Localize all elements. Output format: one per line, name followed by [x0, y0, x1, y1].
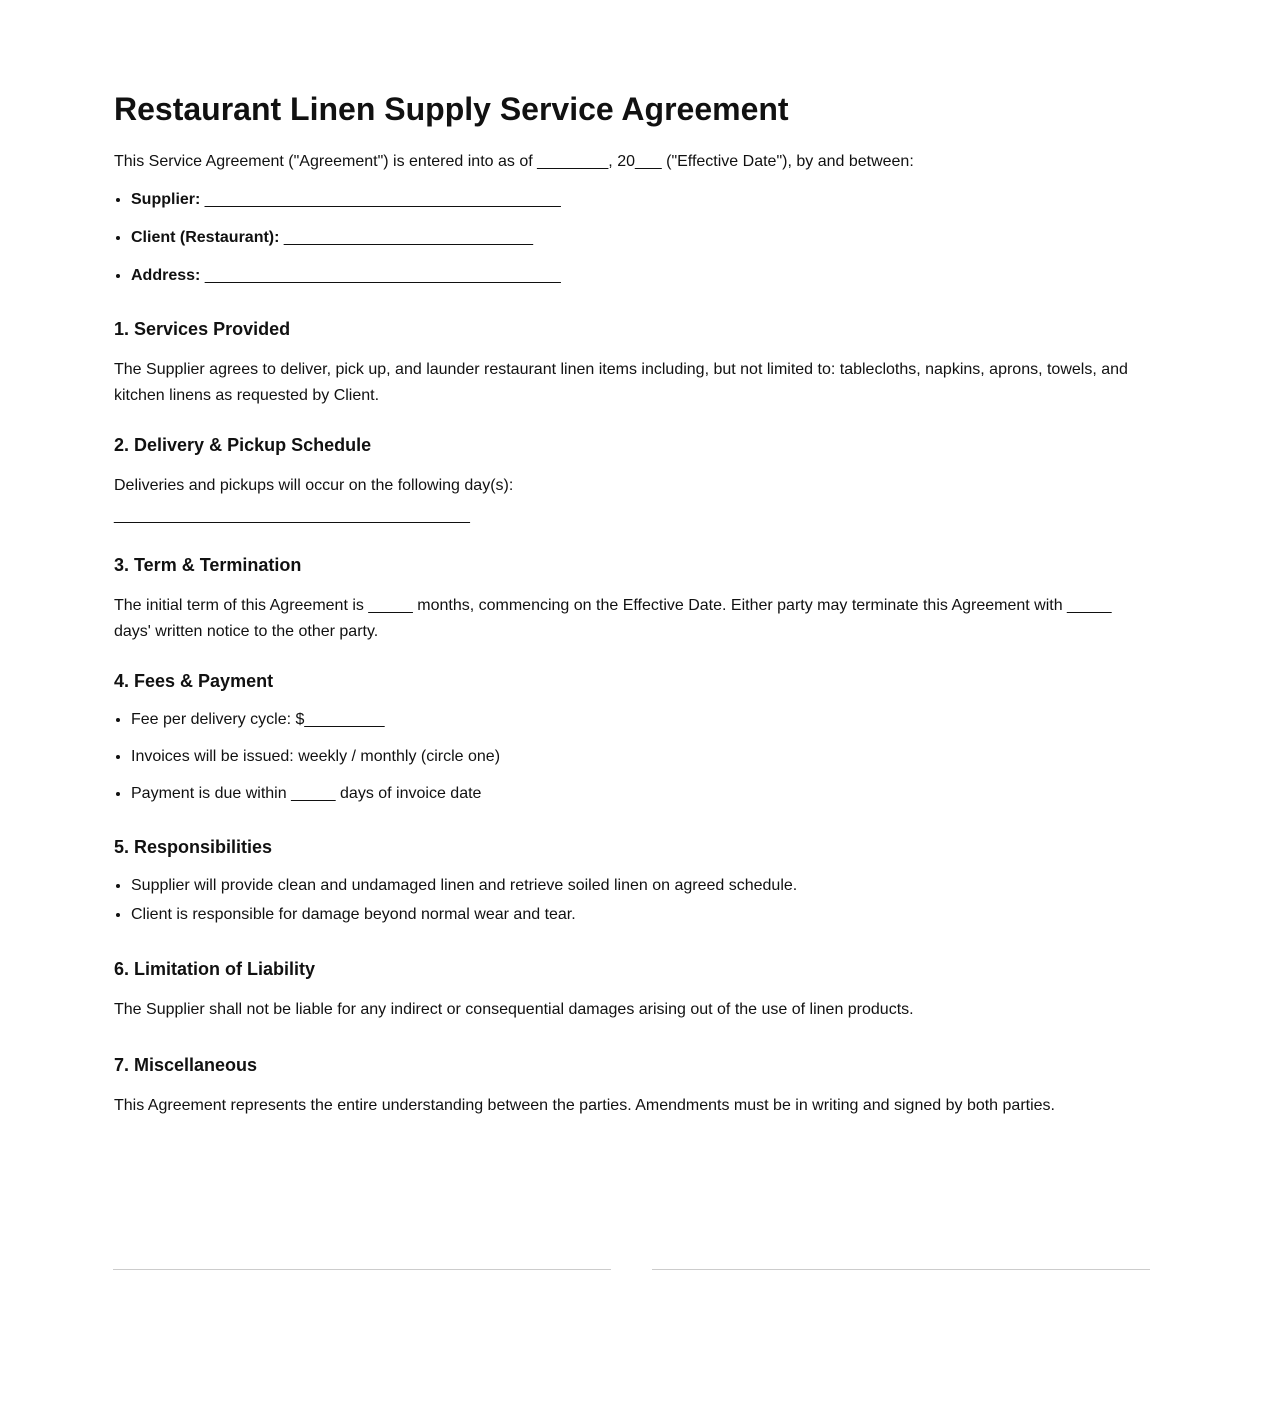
signature-line-left — [113, 1269, 611, 1270]
section-heading: 3. Term & Termination — [114, 555, 302, 575]
section-miscellaneous — [114, 1053, 1150, 1119]
parties-list — [114, 189, 1150, 287]
section-schedule — [114, 433, 1150, 529]
party-label: Client (Restaurant): — [131, 229, 280, 246]
section-text: Deliveries and pickups will occur on the following day(s): — [114, 477, 514, 494]
section-heading: 5. Responsibilities — [114, 837, 273, 857]
client-blank: ____________________________ — [283, 229, 534, 246]
party-address — [131, 265, 1150, 287]
section-services — [114, 317, 1150, 409]
section-heading: 4. Fees & Payment — [114, 671, 274, 691]
party-client — [131, 227, 1150, 249]
schedule-days-blank: ________________________________________ — [114, 507, 470, 524]
signature-line-right — [652, 1269, 1150, 1270]
supplier-blank: ________________________________________ — [204, 191, 561, 208]
address-blank: ________________________________________ — [204, 267, 561, 284]
fees-list — [114, 709, 1150, 805]
section-heading: 1. Services Provided — [114, 319, 291, 339]
list-item: • Invoices will be issued: weekly / monthly (circle one) — [131, 746, 1150, 768]
intro-paragraph: This Service Agreement ("Agreement") is entered into as of ________, 20___ ("Effective Date"), by and between: — [114, 153, 914, 170]
party-supplier — [131, 189, 1150, 211]
list-item: • Supplier will provide clean and undamaged linen and retrieve soiled linen on agreed schedule. — [131, 875, 1150, 897]
party-label: Address: — [131, 267, 201, 284]
section-fees — [114, 669, 1150, 805]
list-item: • Fee per delivery cycle: $_________ — [131, 709, 1150, 731]
section-text: The Supplier shall not be liable for any indirect or consequential damages arising out of the use of linen products. — [114, 1001, 914, 1018]
section-term — [114, 553, 1150, 645]
section-text: This Agreement represents the entire understanding between the parties. Amendments must be in writing and signed by both parties. — [114, 1097, 1055, 1114]
list-item: • Client is responsible for damage beyond normal wear and tear. — [131, 904, 1150, 926]
section-text: The Supplier agrees to deliver, pick up, and launder restaurant linen items including, but not limited to: tablecloths, napkins, aprons, towels, and kitchen linens as requested by Client. — [114, 361, 1128, 404]
list-item: • Payment is due within _____ days of invoice date — [131, 783, 1150, 805]
party-label: Supplier: — [131, 191, 201, 208]
section-heading: 6. Limitation of Liability — [114, 959, 316, 979]
section-text: The initial term of this Agreement is _____ months, commencing on the Effective Date. Either party may terminate this Agreement with _____ days' written notice to the other party. — [114, 597, 1112, 640]
section-responsibilities — [114, 835, 1150, 926]
section-heading: 7. Miscellaneous — [114, 1055, 258, 1075]
agreement-document — [114, 88, 1150, 1119]
section-heading: 2. Delivery & Pickup Schedule — [114, 435, 372, 455]
section-liability — [114, 957, 1150, 1023]
page-title: Restaurant Linen Supply Service Agreement — [114, 91, 789, 127]
responsibilities-list — [114, 875, 1150, 926]
